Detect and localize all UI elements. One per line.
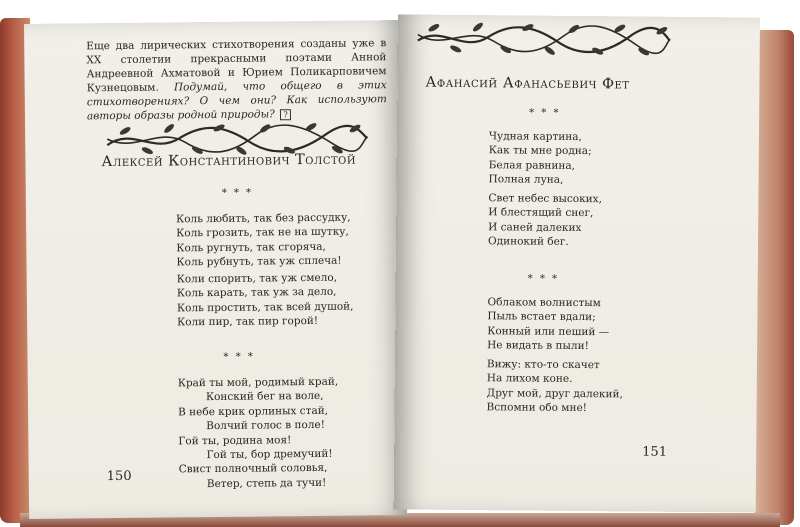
- poem-line: Коль карать, так уж за дело,: [176, 286, 337, 300]
- poem-line: Полная луна,: [488, 173, 564, 187]
- poem-line: Свист полночный соловья,: [178, 462, 328, 476]
- poem-line: Вспомни обо мне!: [486, 401, 587, 415]
- poem-line: Коли пир, так пир горой!: [177, 315, 319, 329]
- page-number-left: 150: [106, 468, 132, 485]
- poem-line: Коль грозить, так не на шутку,: [176, 225, 349, 240]
- poem-line: Не видать в пыли!: [487, 339, 589, 353]
- intro-question-text: Подумай, что общего в этих стихотворениях? О чем они? Как используют авторы образы родной природы?: [86, 79, 387, 123]
- vine-ornament-icon: [414, 19, 674, 61]
- page-number-right: 151: [642, 444, 668, 460]
- poem2-stanza1: [487, 295, 609, 354]
- author-heading-tolstoy: Алексей Константинович Толстой: [101, 151, 357, 171]
- question-icon: ?: [280, 109, 291, 120]
- author-heading-fet: Афанасий Афанасьевич Фет: [425, 74, 630, 93]
- poem-line: Друг мой, друг далекий,: [486, 386, 623, 401]
- stars-separator: * * *: [221, 187, 254, 199]
- poem-line: Конский бег на воле,: [205, 390, 324, 404]
- poem-line: Свет небес высоких,: [488, 192, 603, 206]
- poem1-stanza2: [488, 191, 602, 250]
- poem1-stanza1: [176, 211, 351, 270]
- poem-line: Ветер, степь да тучи!: [206, 476, 327, 490]
- left-page: [24, 20, 407, 519]
- intro-plain-text: Еще два лирических стихотворения созданы уже в XX столетии прекрасными поэтами Анной Андреевной Ахматовой и Юрием Поликарповичем Кузнецовым.: [86, 37, 387, 95]
- stars-separator: * * *: [527, 273, 560, 285]
- poem2-stanza2: [487, 357, 624, 416]
- poem-line: Волчий голос в поле!: [206, 419, 325, 433]
- poem-line: Коль рубнуть, так уж сплеча!: [176, 254, 342, 269]
- poem-line: Край ты мой, родимый край,: [177, 375, 339, 390]
- book-cover-right: [754, 30, 794, 525]
- poem-line: Одинокий бег.: [487, 235, 569, 249]
- poem-line: Как ты мне родна;: [488, 144, 592, 158]
- right-page: [394, 14, 760, 512]
- poem-line: Коль простить, так всей душой,: [176, 300, 354, 315]
- poem-line: Коли спорить, так уж смело,: [176, 271, 338, 286]
- poem-line: Чудная картина,: [488, 130, 582, 144]
- poem1-stanza2: [177, 271, 354, 330]
- stars-separator: * * *: [529, 107, 561, 119]
- poem-line: На лихом коне.: [486, 372, 573, 386]
- poem1-stanza1: [489, 129, 592, 187]
- poem-line: В небе крик орлиных стай,: [178, 404, 329, 419]
- poem-line: И блестящий снег,: [488, 206, 594, 220]
- poem-line: Конный или пеший —: [487, 324, 610, 339]
- poem-line: Коль любить, так без рассудку,: [176, 211, 351, 226]
- stars-separator: * * *: [223, 351, 255, 363]
- poem-line: Вижу: кто-то скачет: [486, 358, 600, 372]
- poem-line: И саней далеких: [488, 220, 582, 234]
- poem-line: Облаком волнистым: [487, 296, 601, 310]
- poem-line: Гой ты, родина моя!: [178, 433, 292, 447]
- intro-paragraph: [86, 36, 387, 123]
- poem-line: Пыль встает вдали;: [487, 310, 596, 324]
- poem-line: Белая равнина,: [488, 158, 576, 172]
- poem2-stanza: [178, 375, 340, 492]
- poem-line: Коль ругнуть, так сгоряча,: [176, 240, 326, 255]
- poem-line: Гой ты, бор дремучий!: [206, 447, 333, 462]
